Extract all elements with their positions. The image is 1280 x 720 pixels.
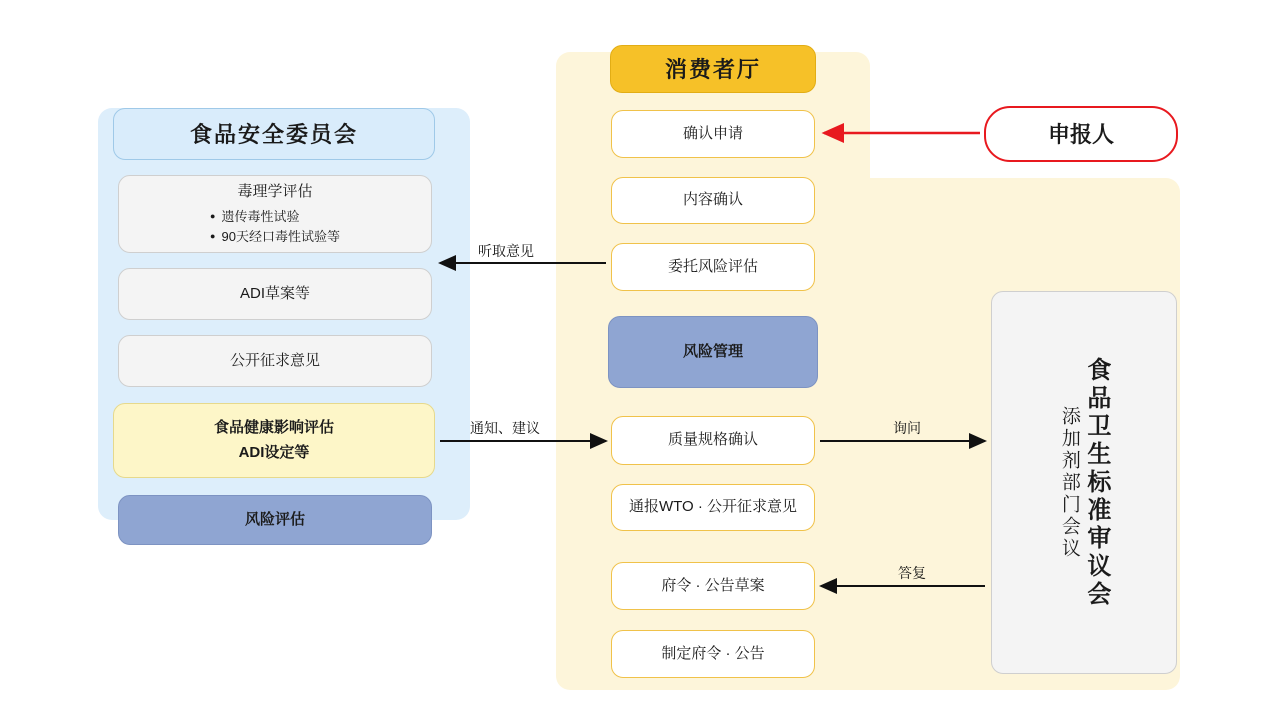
- node-toxicology-assessment: [118, 175, 432, 253]
- node-content-confirmation: 内容确认: [611, 177, 815, 224]
- node-commission-risk-assessment: 委托风险评估: [611, 243, 815, 291]
- node-public-comment: 公开征求意见: [118, 335, 432, 387]
- toxicology-bullets: [210, 207, 340, 247]
- toxicology-bullet-1: ● 90天经口毒性试验等: [210, 227, 340, 247]
- node-quality-spec-confirmation: 质量规格确认: [611, 416, 815, 465]
- node-health-impact-assessment: [113, 403, 435, 478]
- council-sub-label: 添加剂部门会议: [1058, 405, 1080, 560]
- node-council-vertical: [991, 291, 1177, 674]
- node-food-safety-commission-header: 食品安全委员会: [113, 108, 435, 160]
- health-impact-line2: ADI设定等: [238, 443, 310, 461]
- council-main-label: 食品卫生标准审议会: [1082, 356, 1110, 609]
- arrow-label-notify-suggest: 通知、建议: [470, 420, 540, 436]
- arrow-label-reply: 答复: [898, 565, 926, 581]
- node-consumer-affairs-header: 消费者厅: [610, 45, 816, 93]
- toxicology-title: 毒理学评估: [237, 182, 313, 200]
- node-confirm-application: 确认申请: [611, 110, 815, 158]
- health-impact-line1: 食品健康影响评估: [213, 418, 334, 436]
- node-wto-notification: 通报WTO · 公开征求意见: [611, 484, 815, 531]
- node-risk-assessment: 风险评估: [118, 495, 432, 545]
- toxicology-bullet-0: ● 遗传毒性试验: [210, 207, 340, 227]
- node-risk-management: 风险管理: [608, 316, 818, 388]
- node-adi-draft: ADI草案等: [118, 268, 432, 320]
- node-enact-ordinance: 制定府令 · 公告: [611, 630, 815, 678]
- arrow-label-hear-opinion: 听取意见: [478, 243, 534, 259]
- node-applicant: 申报人: [984, 106, 1178, 162]
- node-ordinance-draft: 府令 · 公告草案: [611, 562, 815, 610]
- arrow-label-inquiry: 询问: [893, 420, 921, 436]
